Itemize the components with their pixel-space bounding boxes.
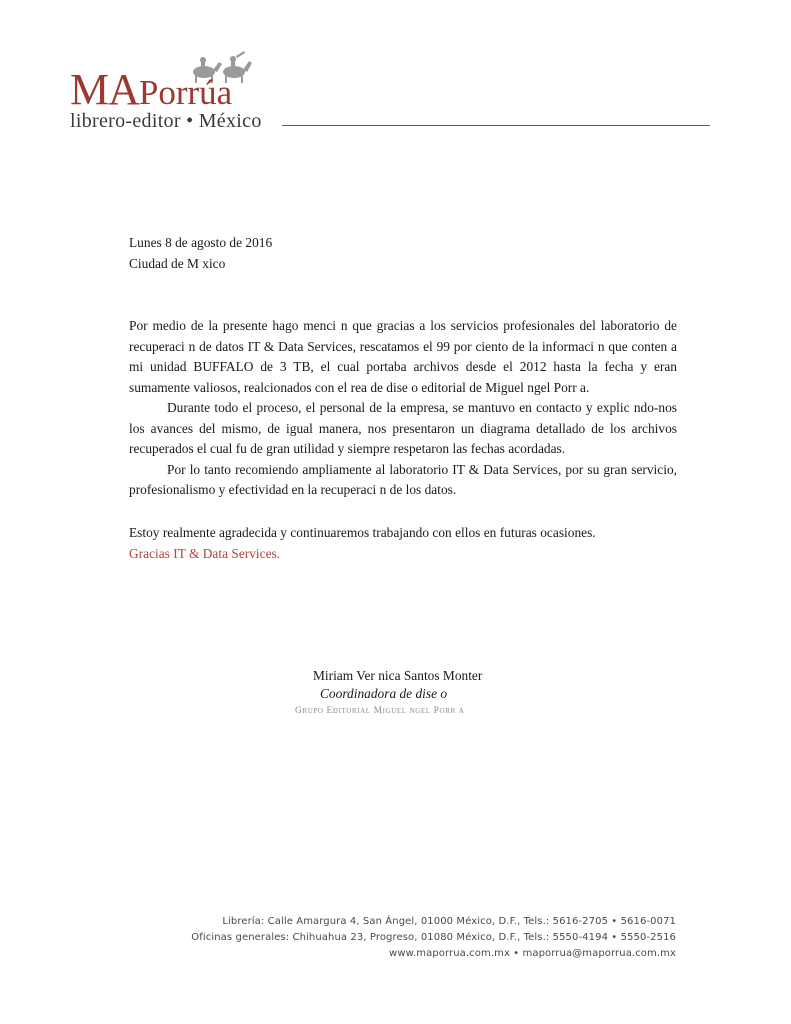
- paragraph-3: Por lo tanto recomiendo ampliamente al laboratorio IT & Data Services, por su gran servicio, profesionalismo y efectividad en la recuperaci n de los datos.: [129, 461, 677, 497]
- brand-porrua: Porrúa: [138, 73, 233, 112]
- footer-bookstore-address: Librería: Calle Amargura 4, San Ángel, 01000 México, D.F., Tels.: 5616-2705 • 5616-0071: [222, 916, 676, 927]
- letter-city: Ciudad de M xico: [129, 256, 226, 271]
- footer-web-email: www.maporrua.com.mx • maporrua@maporrua.com.mx: [389, 948, 676, 959]
- letterhead: [66, 50, 716, 140]
- signer-organization: Grupo Editorial Miguel ngel Porr a: [295, 706, 465, 716]
- signer-name: Miriam Ver nica Santos Monter: [313, 668, 483, 683]
- brand-wordmark: [70, 65, 233, 114]
- footer-office-address: Oficinas generales: Chihuahua 23, Progreso, 01080 México, D.F., Tels.: 5550-4194 • 5550-2516: [191, 932, 676, 943]
- letter-thanks: Gracias IT & Data Services.: [129, 546, 281, 561]
- letter-date: Lunes 8 de agosto de 2016: [129, 235, 273, 250]
- brand-logo: [66, 50, 281, 135]
- brand-tagline: librero-editor • México: [70, 110, 262, 132]
- brand-ma: MA: [70, 65, 139, 114]
- paragraph-1: Por medio de la presente hago menci n que gracias a los servicios profesionales del laboratorio de recuperaci n de datos IT & Data Services, rescatamos el 99 por ciento de la informaci n que conten a mi unidad BUFFALO de 3 TB, el cual portaba archivos desde el 2012 hasta la fecha y eran sumamente valiosos, realcionados con el rea de dise o editorial de Miguel ngel Porr a.: [129, 318, 677, 395]
- letterhead-rule: [282, 125, 710, 126]
- paragraph-2: Durante todo el proceso, el personal de la empresa, se mantuvo en contacto y explic ndo-nos los avances del mismo, de igual manera, nos presentaron un diagrama detallado de los archivos recuperados el cual fu de gran utilidad y siempre respetaron las fechas acordadas.: [129, 400, 677, 456]
- letter-body: [129, 316, 677, 501]
- letter-closing: Estoy realmente agradecida y continuaremos trabajando con ellos en futuras ocasiones.: [129, 525, 596, 540]
- signer-role: Coordinadora de dise o: [320, 686, 448, 701]
- footer: [191, 914, 676, 962]
